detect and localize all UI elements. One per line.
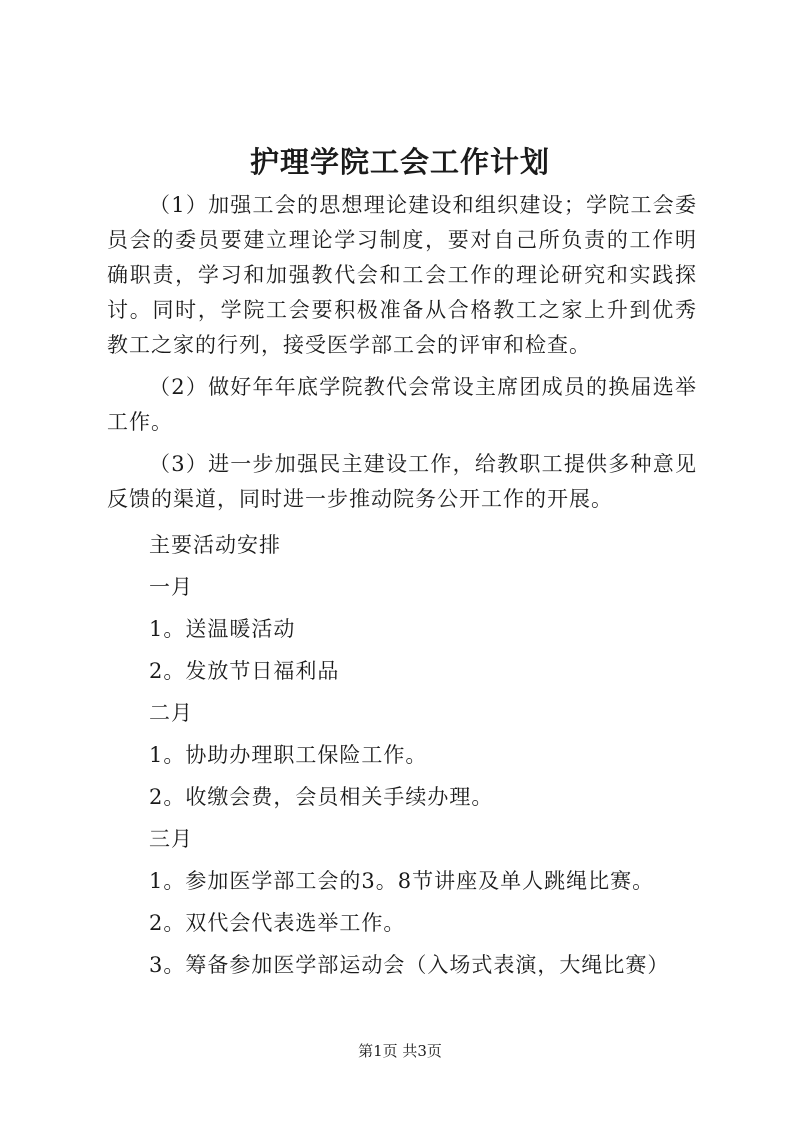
document-body xyxy=(107,188,697,986)
document-title: 护理学院工会工作计划 xyxy=(249,145,550,179)
list-item: 3。筹备参加医学部运动会（入场式表演，大绳比赛） xyxy=(149,953,670,977)
list-item: 2。收缴会费，会员相关手续办理。 xyxy=(149,785,494,809)
month-heading-february: 二月 xyxy=(149,701,193,725)
month-heading-march: 三月 xyxy=(149,827,193,851)
list-item: 2。双代会代表选举工作。 xyxy=(149,911,406,935)
list-item: 1。协助办理职工保险工作。 xyxy=(149,743,428,767)
paragraph-1: （1）加强工会的思想理论建设和组织建设；学院工会委员会的委员要建立理论学习制度，要对自己所负责的工作明确职责，学习和加强教代会和工会工作的理论研究和实践探讨。同时，学院工会要积极准备从合格教工之家上升到优秀教工之家的行列，接受医学部工会的评审和检查。 xyxy=(107,193,697,357)
list-item: 1。送温暖活动 xyxy=(149,617,296,641)
month-heading-january: 一月 xyxy=(149,575,193,599)
list-item: 2。发放节日福利品 xyxy=(149,659,340,683)
page-number-footer: 第1页 共3页 xyxy=(358,1042,442,1060)
list-item: 1。参加医学部工会的3。8节讲座及单人跳绳比赛。 xyxy=(149,869,655,893)
paragraph-3: （3）进一步加强民主建设工作，给教职工提供多种意见反馈的渠道，同时进一步推动院务公开工作的开展。 xyxy=(107,452,697,511)
paragraph-2: （2）做好年年底学院教代会常设主席团成员的换届选举工作。 xyxy=(107,375,697,434)
section-heading-activities: 主要活动安排 xyxy=(149,533,281,557)
